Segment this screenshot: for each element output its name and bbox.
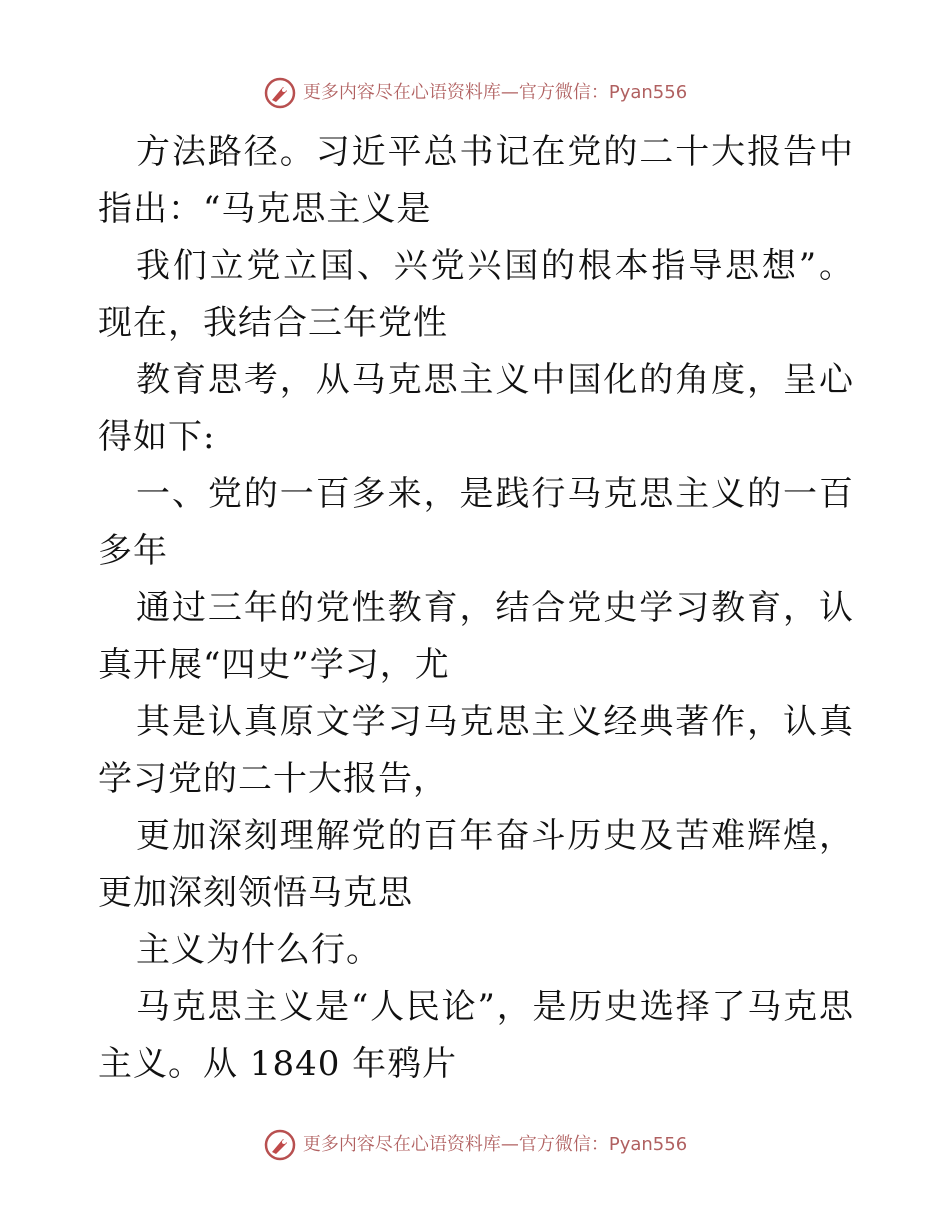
section-heading: 一、党的一百多来，是践行马克思主义的一百多年	[98, 474, 854, 571]
document-body	[98, 124, 854, 1093]
paragraph: 教育思考，从马克思主义中国化的角度，呈心得如下:	[98, 360, 854, 457]
paragraph: 更加深刻理解党的百年奋斗历史及苦难辉煌，更加深刻领悟马克思	[98, 816, 854, 913]
paragraph: 通过三年的党性教育，结合党史学习教育，认真开展“四史”学习，尤	[98, 588, 854, 685]
pen-nib-icon	[263, 1128, 297, 1162]
paragraph: 主义为什么行。	[136, 930, 381, 970]
watermark-text: 更多内容尽在心语资料库—官方微信：Pyan556	[302, 1134, 688, 1155]
pen-nib-icon	[263, 76, 297, 110]
watermark-text: 更多内容尽在心语资料库—官方微信：Pyan556	[302, 82, 688, 103]
paragraph: 方法路径。习近平总书记在党的二十大报告中指出：“马克思主义是	[98, 132, 854, 229]
header-watermark	[0, 76, 950, 110]
paragraph: 其是认真原文学习马克思主义经典著作，认真学习党的二十大报告，	[98, 702, 854, 799]
paragraph: 我们立党立国、兴党兴国的根本指导思想”。现在，我结合三年党性	[98, 246, 854, 343]
paragraph: 马克思主义是“人民论”，是历史选择了马克思主义。从 1840 年鸦片	[98, 987, 854, 1084]
footer-watermark	[0, 1128, 950, 1162]
